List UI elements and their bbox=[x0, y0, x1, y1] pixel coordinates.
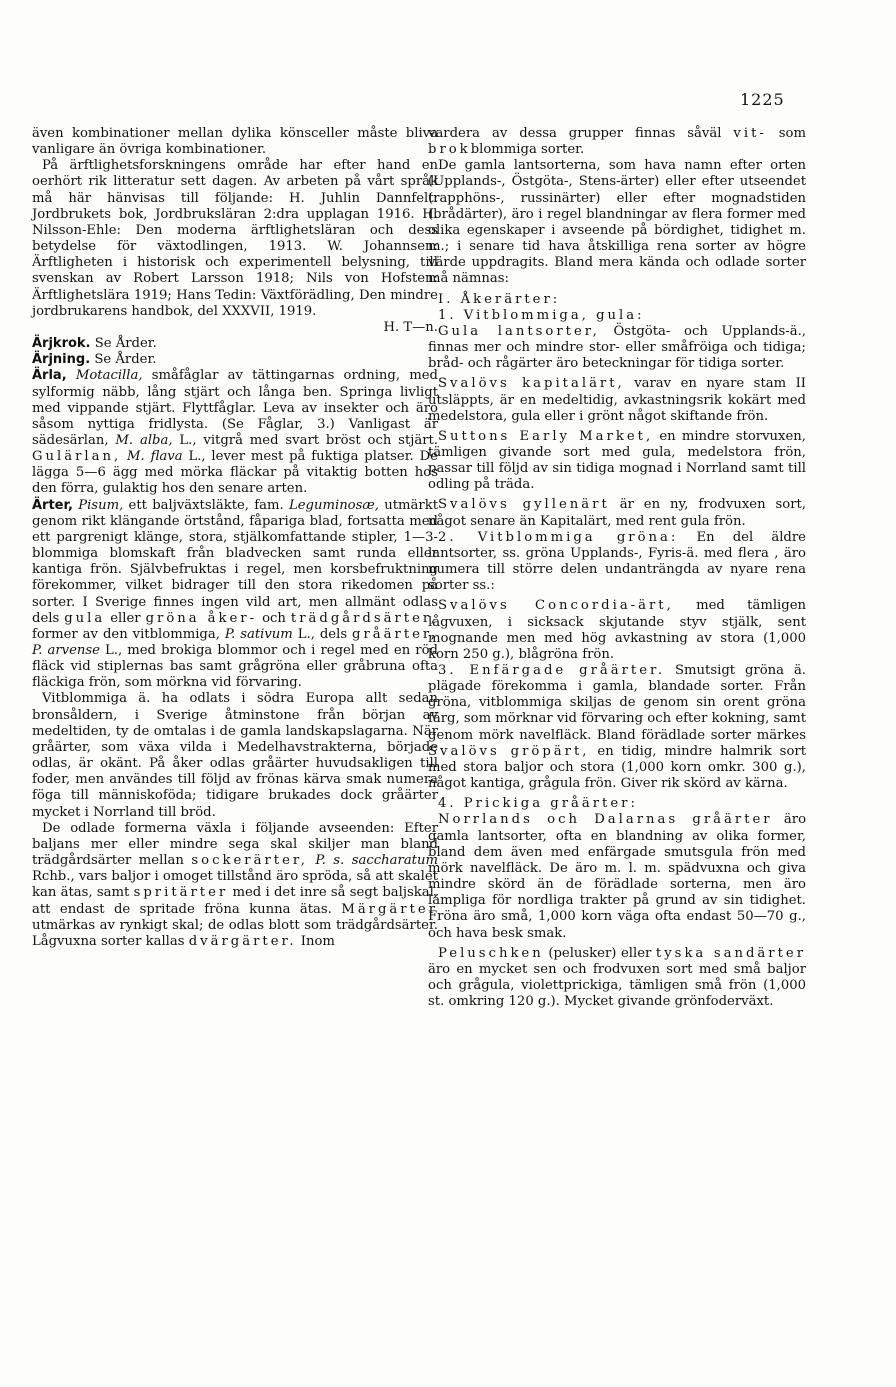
paragraph: De gamla lantsorterna, som hava namn efter orten (Upplands-, Östgöta-, Stens-ärter) eller efter utseendet (rapphöns-, russinärter) eller efter mognadstiden (brådärter), äro i regel blandningar av flera former med olika egenskaper i avseende på bördighet, tidighet m. m.; i senare tid hava åtskilliga rena sorter av högre värde uppdragits. Bland mera kända och odlade sorter må nämnas: bbox=[428, 158, 806, 287]
paragraph: Peluschken (pelusker) eller tyska sandärter äro en mycket sen och frodvuxen sort med små baljor och grågula, violettprickiga, tämligen små frön (1,000 st. omkring 120 g.). Mycket givande grönfoderväxt. bbox=[428, 945, 806, 1010]
entry-arla: Ärla, Motacilla, småfåglar av tättingarnas ordning, med sylformig näbb, lång stjärt och långa ben. Springa livligt med vippande stjärt. Flyttfåglar. Leva av insekter och äro såsom nyttiga fridlysta. (Se Fåglar, 3.) Vanligast är sädesärlan, M. alba, L., vitgrå med svart bröst och stjärt. Gulärlan, M. flava L., lever mest på fuktiga platser. De lägga 5—6 ägg med mörka fläckar på vitaktig botten hos den förra, gulaktig hos den senare arten. bbox=[32, 368, 439, 497]
paragraph: Vitblommiga ä. ha odlats i södra Europa allt sedan bronsåldern, i Sverige åtminstone från början av medeltiden, ty de omtalas i de gamla landskapslagarna. När gråärter, som växa vilda i Medelhavstrakterna, började odlas, är okänt. På åker odlas gråärter huvudsakligen till foder, men användes till följd av frönas kärva smak numera föga till människoföda; tidigare brukades dock gråärter mycket i Norrland till bröd. bbox=[32, 691, 438, 820]
paragraph: Gula lantsorter, Östgöta- och Upplands-ä., finnas mer och mindre stor- eller småfröiga och tidiga; bråd- och rågärter äro beteckningar för tidiga sorter. bbox=[428, 323, 806, 372]
section-heading: I. Åkerärter: bbox=[438, 291, 561, 307]
right-column bbox=[428, 126, 806, 1010]
paragraph: även kombinationer mellan dylika könsceller måste bliva vanligare än övriga kombinationer. bbox=[32, 126, 438, 158]
paragraph: Suttons Early Market, en mindre storvuxen, tämligen givande sort med gula, medelstora frön, passar till följd av sin tidiga mognad i Norrland samt till odling på träda. bbox=[428, 428, 806, 493]
paragraph: De odlade formerna växla i följande avseenden: Efter baljans mer eller mindre sega skal skiljer man bland trädgårdsärter mellan sockerärter, P. s. saccharatum Rchb., vars baljor i omoget tillstånd äro spröda, så att skalet kan ätas, samt spritärter med i det inre så segt baljskal, att endast de spritade fröna kunna ätas. Märgärter utmärkas av rynkigt skal; de odlas blott som trädgårdsärter. Lågvuxna sorter kallas dvärgärter. Inom bbox=[32, 820, 439, 949]
page-number: 1225 bbox=[740, 90, 785, 109]
entry-arter: Ärter, Pisum, ett baljväxtsläkte, fam. Leguminosæ, utmärkt genom rikt klängande örtstånd, fåpariga blad, fortsatta med ett pargrenigt klänge, stora, stjälkomfattande stipler, 1—3-blommiga blomskaft från bladvecken samt runda eller kantiga frön. Självbefruktas i regel, men korsbefruktning förekommer, vilket bidrager till den stora rikedomen på sorter. I Sverige finnes ingen vild art, men allmänt odlas dels gula eller gröna åker- och trädgårdsärter, former av den vitblommiga, P. sativum L., dels gråärter, P. arvense L., med brokiga blommor och i regel med en röd fläck vid stiplernas bas samt grågröna eller gråbruna ofta fläckiga frön, som mörkna vid förvaring. bbox=[32, 497, 439, 691]
left-column bbox=[32, 126, 438, 950]
paragraph: Norrlands och Dalarnas gråärter äro gamla lantsorter, ofta en blandning av olika former, bland dem även med enfärgade smutsgula frön med mörk navelfläck. De äro m. l. m. spädvuxna och giva mindre skörd än de förädlade sorterna, men äro lämpliga för nordliga trakter på grund av sin tidighet. Fröna äro små, 1,000 korn väga ofta endast 50—70 g., och hava besk smak. bbox=[428, 812, 807, 941]
entry-arjning: Ärjning. Se Årder. bbox=[32, 352, 157, 368]
paragraph: vardera av dessa grupper finnas såväl vit- som brokblommiga sorter. bbox=[428, 126, 806, 158]
paragraph: På ärftlighetsforskningens område har efter hand en oerhört rik litteratur sett dagen. Av arbeten på vårt språk må här hänvisas till följande: H. Juhlin Dannfelt: Jordbrukets bok, Jordbruksläran 2:dra upplagan 1916. H. Nilsson-Ehle: Den moderna ärftlighetsläran och dess betydelse för växtodlingen, 1913. W. Johannsen: Ärftligheten i historisk och experimentell belysning, till svenskan av Robert Larsson 1918; Nils von Hofsten: Ärftlighetslära 1919; Hans Tedin: Växtförädling, Den mindre jordbrukarens handbok, del XXXVII, 1919. bbox=[32, 158, 438, 319]
subsection-heading: 1. Vitblommiga, gula: bbox=[438, 307, 645, 323]
paragraph: 3. Enfärgade gråärter. Smutsigt gröna ä. plägade förekomma i gamla, blandade sorter. Från gröna, vitblommiga skiljas de genom sin orent gröna färg, som mörknar vid förvaring och efter kokning, samt genom mörk navelfläck. Bland förädlade sorter märkes Svalövs gröpärt, en tidig, mindre halmrik sort med stora baljor och stora (1,000 korn omkr. 300 g.), något kantiga, grågula frön. Giver rik skörd av kärna. bbox=[428, 663, 806, 792]
paragraph: Svalövs Concordia-ärt, med tämligen lågvuxen, i sicksack skjutande styv stjälk, sent mognande men med hög avkastning av stora (1,000 korn 250 g.), blågröna frön. bbox=[428, 598, 806, 662]
paragraph: 4. Prickiga gråärter: bbox=[438, 796, 638, 812]
entry-arjkrok: Ärjkrok. Se Årder. bbox=[32, 336, 157, 352]
paragraph: Svalövs kapitalärt, varav en nyare stam II utsläppts, är en medeltidig, avkastningsrik kokärt med medelstora, gula eller i grönt något skiftande frön. bbox=[428, 376, 806, 424]
paragraph: Svalövs gyllenärt är en ny, frodvuxen sort, något senare än Kapitalärt, med rent gula frön. bbox=[428, 497, 806, 529]
author-signature: H. T—n. bbox=[383, 319, 438, 335]
paragraph: 2. Vitblommiga gröna: En del äldre lantsorter, ss. gröna Upplands-, Fyris-ä. med flera , äro numera till större delen undanträngda av nyare rena sorter ss.: bbox=[428, 529, 806, 594]
